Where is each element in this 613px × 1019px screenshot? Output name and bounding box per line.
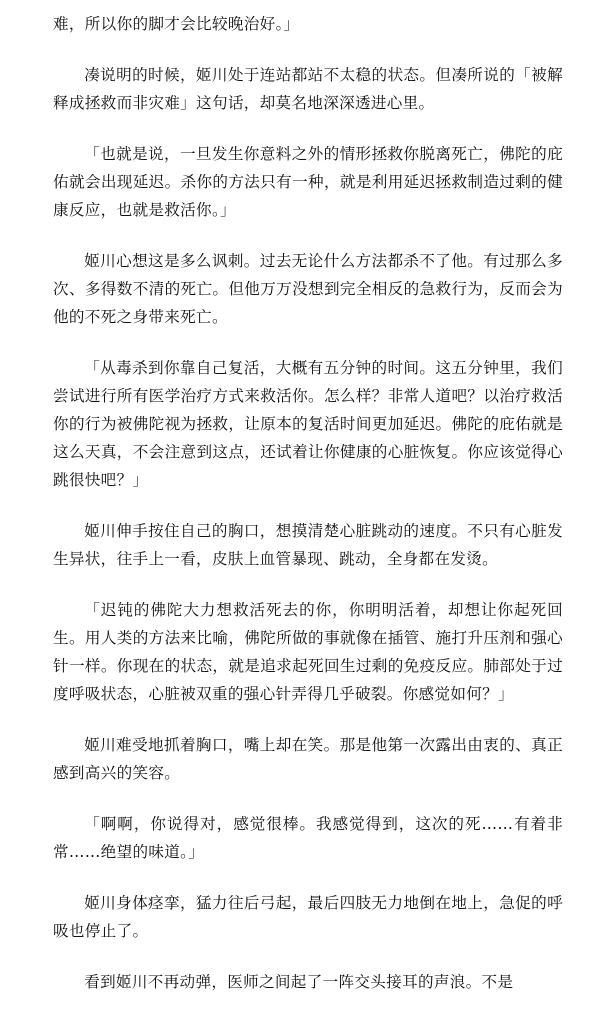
paragraph: 「从毒杀到你靠自己复活，大概有五分钟的时间。这五分钟里，我们尝试进行所有医学治疗方式来救活你。怎么样？非常人道吧？以治疗救活你的行为被佛陀视为拯救，让原本的复活时间更加延迟。佛陀的庇佑就是这么天真，不会注意到这点，还试着让你健康的心脏恢复。你应该觉得心跳很快吧？」 xyxy=(53,359,563,489)
paragraph: 姬川身体痉挛，猛力往后弓起，最后四肢无力地倒在地上，急促的呼吸也停止了。 xyxy=(53,894,563,940)
paragraph: 「迟钝的佛陀大力想救活死去的你，你明明活着，却想让你起死回生。用人类的方法来比喻，佛陀所做的事就像在插管、施打升压剂和强心针一样。你现在的状态，就是追求起死回生过剩的免疫反应。肺部处于过度呼吸状态，心脏被双重的强心针弄得几乎破裂。你感觉如何？」 xyxy=(53,601,563,703)
paragraph: 姬川伸手按住自己的胸口，想摸清楚心脏跳动的速度。不只有心脏发生异状，往手上一看，皮肤上血管暴现、跳动，全身都在发烫。 xyxy=(53,522,563,568)
paragraph: 姬川难受地抓着胸口，嘴上却在笑。那是他第一次露出由衷的、真正感到高兴的笑容。 xyxy=(53,736,563,782)
paragraph: 「也就是说，一旦发生你意料之外的情形拯救你脱离死亡，佛陀的庇佑就会出现延迟。杀你的方法只有一种，就是利用延迟拯救制造过剩的健康反应，也就是救活你。」 xyxy=(53,145,563,219)
paragraph: 看到姬川不再动弹，医师之间起了一阵交头接耳的声浪。不是 xyxy=(84,973,514,991)
paragraph: 姬川心想这是多么讽刺。过去无论什么方法都杀不了他。有过那么多次、多得数不清的死亡。但他万万没想到完全相反的急救行为，反而会为他的不死之身带来死亡。 xyxy=(53,252,563,326)
paragraph: 凑说明的时候，姬川处于连站都站不太稳的状态。但凑所说的「被解释成拯救而非灾难」这句话，却莫名地深深透进心里。 xyxy=(53,66,563,112)
document-page xyxy=(53,10,563,1019)
paragraph: 「啊啊，你说得对，感觉很棒。我感觉得到，这次的死……有着非常……绝望的味道。」 xyxy=(53,815,563,861)
paragraph: 难，所以你的脚才会比较晚治好。」 xyxy=(53,15,300,33)
